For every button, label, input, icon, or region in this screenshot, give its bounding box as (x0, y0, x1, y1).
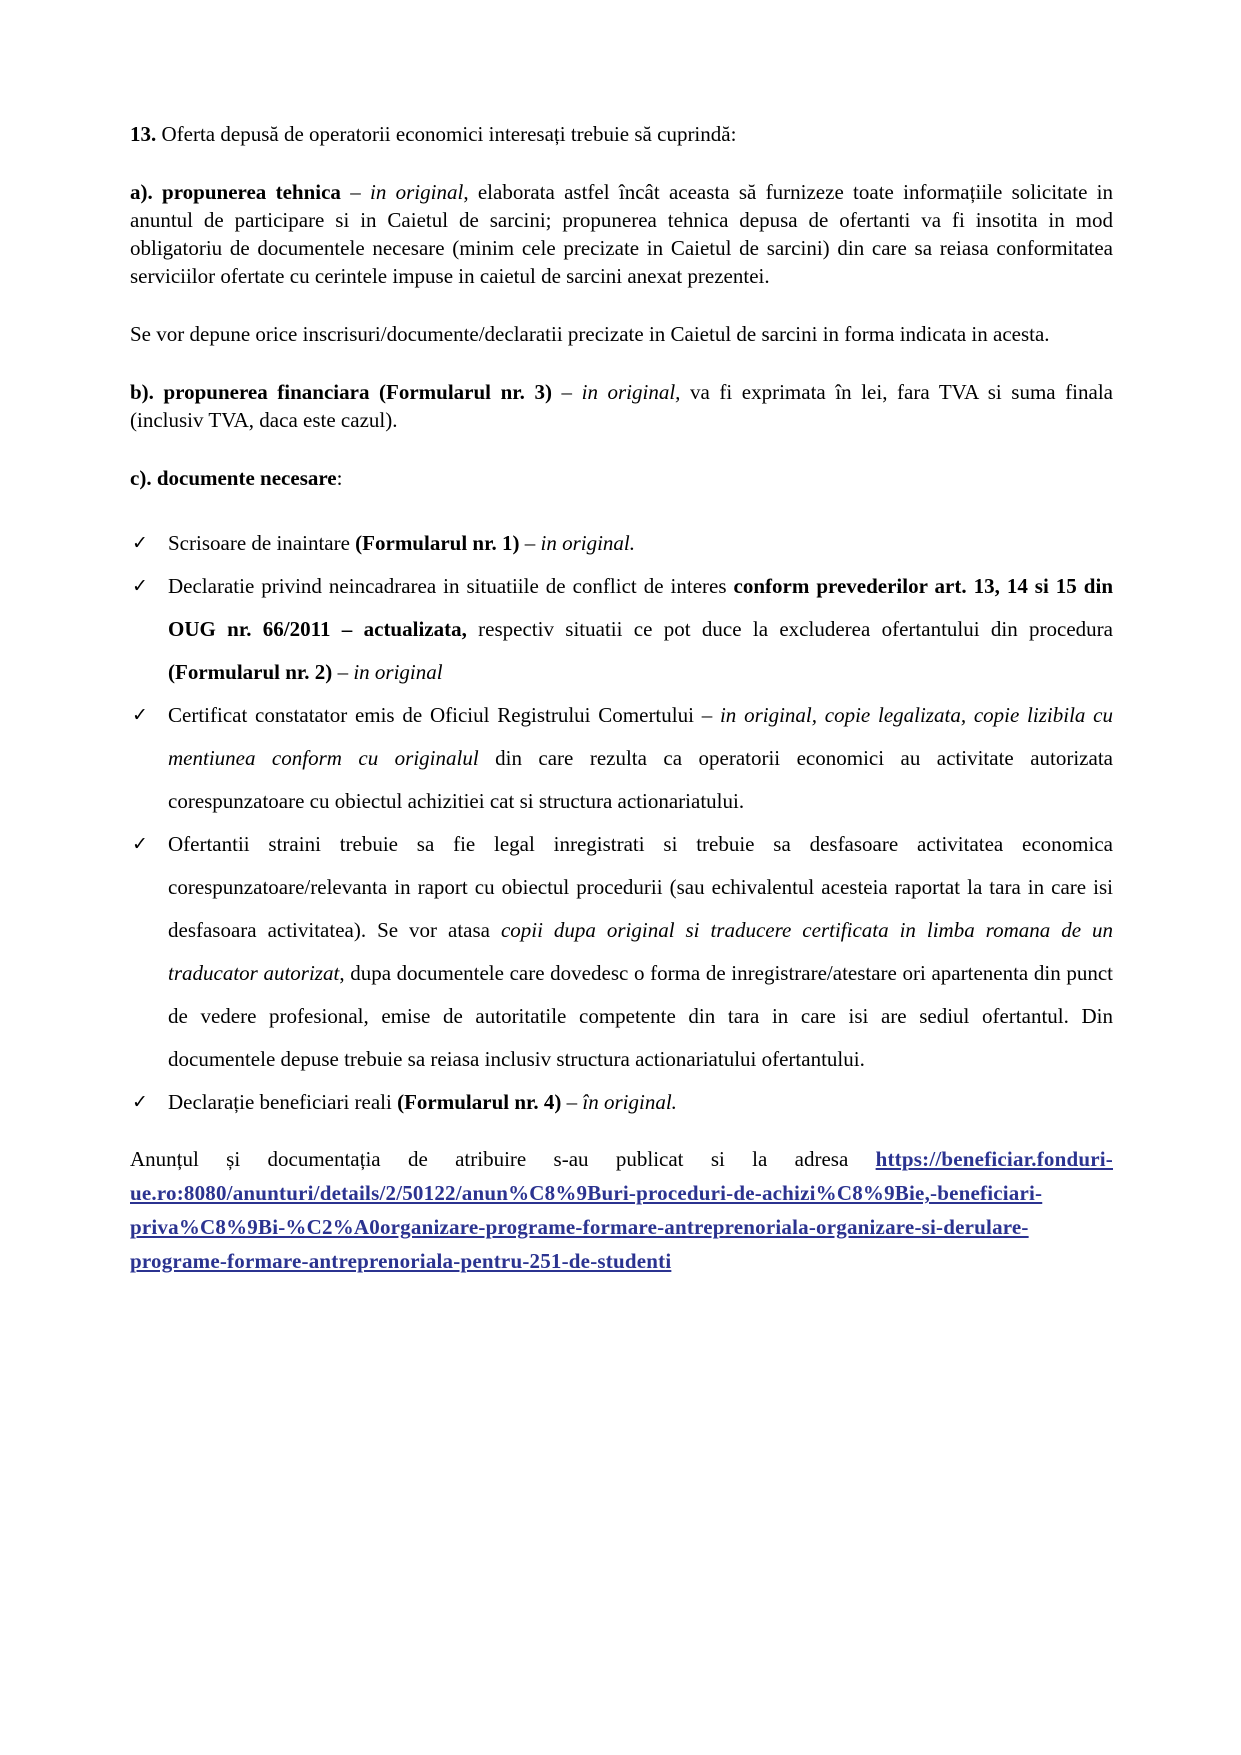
item-2-text-1: Declaratie privind neincadrarea in situatiile de conflict de interes (168, 574, 734, 598)
item-3-text-1: Certificat constatator emis de Oficiul Registrului Comertului – (168, 703, 720, 727)
point-b-body: va fi exprimata în lei, fara TVA si suma finala (inclusiv TVA, daca este cazul). (130, 380, 1113, 432)
point-b-emphasis: in original, (581, 380, 681, 404)
paragraph-point-c (130, 464, 1113, 492)
publication-prefix: Anunțul și documentația de atribuire s-au publicat si la adresa (130, 1147, 876, 1171)
checkmark-icon: ✓ (132, 532, 148, 554)
item-1-dash: – (519, 531, 541, 555)
item-3-text-2: din care rezulta ca operatorii economici au activitate autorizata corespunzatoare cu obiectul achizitiei cat si structura actionariatului. (168, 746, 1113, 813)
paragraph-point-a (130, 178, 1113, 290)
point-c-label: c). documente necesare (130, 466, 337, 490)
point-a-label: a). propunerea tehnica (130, 180, 341, 204)
checklist-item-2 (130, 565, 1113, 694)
item-1-form: (Formularul nr. 1) (355, 531, 520, 555)
item-3-emphasis: in original, copie legalizata, copie lizibila cu mentiunea conform cu originalul (168, 703, 1113, 770)
item-2-text-2: respectiv situatii ce pot duce la excluderea ofertantului din procedura (466, 617, 1114, 641)
checklist-item-4 (130, 823, 1113, 1081)
intro-number: 13. (130, 122, 157, 146)
checkmark-icon: ✓ (132, 1091, 148, 1113)
paragraph-point-b (130, 378, 1113, 434)
point-a-dash: – (340, 180, 370, 204)
point-b-dash: – (551, 380, 582, 404)
checklist-item-1 (130, 522, 1113, 565)
item-5-text: Declarație beneficiari reali (168, 1090, 398, 1114)
point-b-label: b). propunerea financiara (130, 380, 380, 404)
required-documents-checklist (130, 522, 1113, 1124)
publication-link[interactable]: https://beneficiar.fonduri-ue.ro:8080/anunturi/details/2/50122/anun%C8%9Buri-proceduri-de-achizi%C8%9Bie,-beneficiari-priva%C8%9Bi-%C2%A0organizare-programe-formare-antreprenoriala-organizare-si-derulare-programe-formare-antreprenoriala-pentru-251-de-studenti (130, 1147, 1113, 1273)
item-4-text-1: Ofertantii straini trebuie sa fie legal inregistrati si trebuie sa desfasoare activitatea economica corespunzatoare/relevanta in raport cu obiectul procedurii (sau echivalentul acesteia raportat la tara in care isi desfasoara activitatea). Se vor atasa (168, 832, 1113, 942)
intro-text: Oferta depusă de operatorii economici interesați trebuie să cuprindă: (156, 122, 737, 146)
item-1-text: Scrisoare de inaintare (168, 531, 356, 555)
item-2-dash: – (332, 660, 354, 684)
checklist-item-3 (130, 694, 1113, 823)
paragraph-note (130, 320, 1113, 348)
point-a-body: , elaborata astfel încât aceasta să furnizeze toate informațiile solicitate in anuntul de participare si in Caietul de sarcini; propunerea tehnica depusa de ofertanti va fi insotita in mod obligatoriu de documentele necesare (minim cele precizate in Caietul de sarcini) din care sa reiasa conformitatea serviciilor ofertate cu cerintele impuse in caietul de sarcini anexat prezentei. (130, 180, 1114, 288)
checkmark-icon: ✓ (132, 704, 148, 726)
item-5-form: (Formularul nr. 4) (397, 1090, 562, 1114)
checkmark-icon: ✓ (132, 575, 148, 597)
point-b-form: (Formularul nr. 3) (379, 380, 552, 404)
item-5-emphasis: în original. (582, 1090, 677, 1114)
item-2-form: (Formularul nr. 2) (168, 660, 333, 684)
checklist-item-5 (130, 1081, 1113, 1124)
paragraph-intro (130, 120, 1113, 148)
checkmark-icon: ✓ (132, 833, 148, 855)
item-1-emphasis: in original. (540, 531, 635, 555)
note-text: Se vor depune orice inscrisuri/documente/declaratii precizate in Caietul de sarcini in forma indicata in acesta. (130, 322, 1050, 346)
item-5-dash: – (561, 1090, 583, 1114)
point-c-colon: : (336, 466, 343, 490)
item-2-emphasis: in original (353, 660, 443, 684)
item-4-text-2: , dupa documentele care dovedesc o forma de inregistrare/atestare ori apartenenta din punct de vedere profesional, emise de autoritatile competente din tara in care isi are sediul ofertantul. Din documentele depuse trebuie sa reiasa inclusiv structura actionariatului ofertantului. (168, 961, 1113, 1071)
point-a-emphasis: in original (370, 180, 464, 204)
item-4-emphasis: copii dupa original si traducere certificata in limba romana de un traducator autorizat (168, 918, 1113, 985)
item-2-bold: conform prevederilor art. 13, 14 si 15 din OUG nr. 66/2011 – actualizata, (168, 574, 1113, 641)
paragraph-publication (130, 1142, 1113, 1278)
